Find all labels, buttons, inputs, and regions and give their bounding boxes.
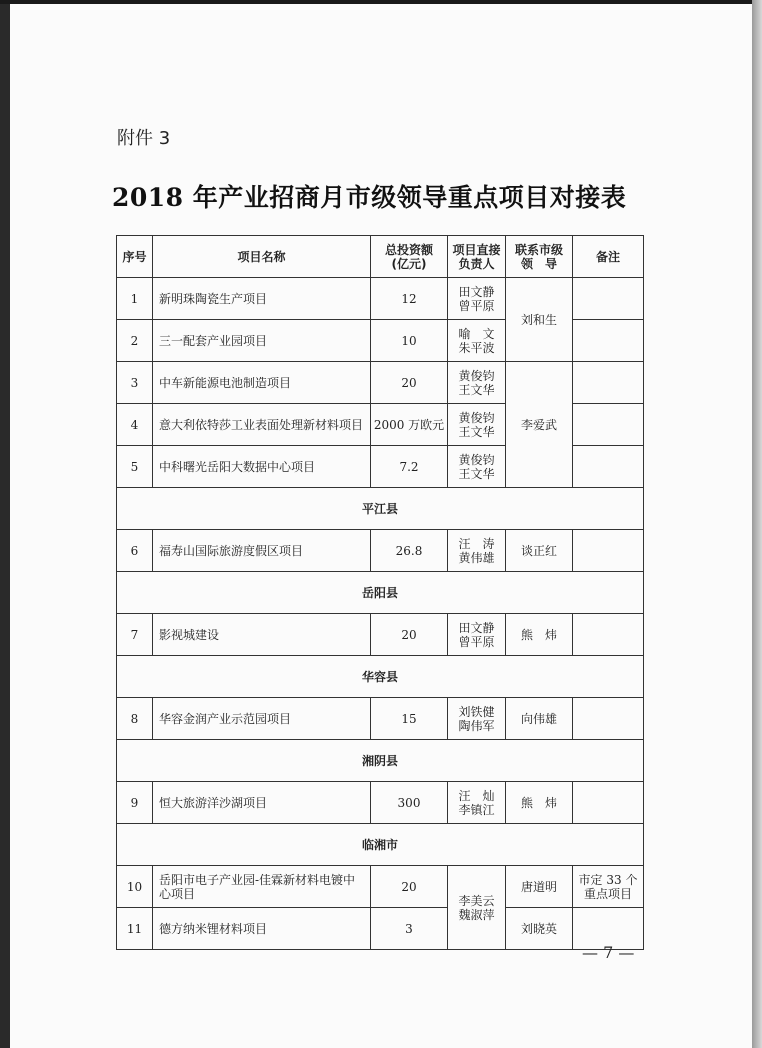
row-investment: 20 bbox=[371, 614, 448, 656]
row-notes bbox=[573, 362, 644, 404]
row-project-name: 三一配套产业园项目 bbox=[153, 320, 371, 362]
row-city-leader: 刘晓英 bbox=[506, 908, 573, 950]
row-seq: 3 bbox=[117, 362, 153, 404]
row-investment: 10 bbox=[371, 320, 448, 362]
table-header-row bbox=[117, 236, 644, 278]
region-heading: 华容县 bbox=[117, 656, 644, 698]
table-row bbox=[117, 530, 644, 572]
row-project-name: 恒大旅游洋沙湖项目 bbox=[153, 782, 371, 824]
row-direct-owner: 刘铁健 陶伟军 bbox=[448, 698, 506, 740]
row-city-leader: 刘和生 bbox=[506, 278, 573, 362]
row-project-name: 中车新能源电池制造项目 bbox=[153, 362, 371, 404]
row-seq: 8 bbox=[117, 698, 153, 740]
row-project-name: 岳阳市电子产业园-佳霖新材料电镀中心项目 bbox=[153, 866, 371, 908]
row-project-name: 德方纳米锂材料项目 bbox=[153, 908, 371, 950]
header-seq: 序号 bbox=[117, 236, 153, 278]
table-row bbox=[117, 698, 644, 740]
document-title: 2018 年产业招商月市级领导重点项目对接表 bbox=[112, 183, 627, 212]
row-notes bbox=[573, 320, 644, 362]
row-city-leader: 熊 炜 bbox=[506, 782, 573, 824]
row-project-name: 意大利依特莎工业表面处理新材料项目 bbox=[153, 404, 371, 446]
region-row bbox=[117, 824, 644, 866]
row-investment: 20 bbox=[371, 866, 448, 908]
row-seq: 6 bbox=[117, 530, 153, 572]
row-seq: 2 bbox=[117, 320, 153, 362]
row-investment: 300 bbox=[371, 782, 448, 824]
row-project-name: 华容金润产业示范园项目 bbox=[153, 698, 371, 740]
row-project-name: 福寿山国际旅游度假区项目 bbox=[153, 530, 371, 572]
region-heading: 平江县 bbox=[117, 488, 644, 530]
row-direct-owner: 田文静 曾平原 bbox=[448, 278, 506, 320]
row-notes: 市定 33 个重点项目 bbox=[573, 866, 644, 908]
header-investment: 总投资额 (亿元) bbox=[371, 236, 448, 278]
table-row bbox=[117, 278, 644, 320]
row-notes bbox=[573, 530, 644, 572]
row-investment: 3 bbox=[371, 908, 448, 950]
row-investment: 2000 万欧元 bbox=[371, 404, 448, 446]
row-notes bbox=[573, 404, 644, 446]
row-city-leader: 唐道明 bbox=[506, 866, 573, 908]
row-seq: 1 bbox=[117, 278, 153, 320]
region-row bbox=[117, 488, 644, 530]
region-row bbox=[117, 740, 644, 782]
row-notes bbox=[573, 446, 644, 488]
row-investment: 15 bbox=[371, 698, 448, 740]
row-city-leader: 熊 炜 bbox=[506, 614, 573, 656]
row-seq: 11 bbox=[117, 908, 153, 950]
row-seq: 4 bbox=[117, 404, 153, 446]
header-city-leader: 联系市级 领 导 bbox=[506, 236, 573, 278]
region-row bbox=[117, 572, 644, 614]
header-project-name: 项目名称 bbox=[153, 236, 371, 278]
row-direct-owner: 田文静 曾平原 bbox=[448, 614, 506, 656]
row-investment: 20 bbox=[371, 362, 448, 404]
row-notes bbox=[573, 698, 644, 740]
row-direct-owner: 黄俊钧 王文华 bbox=[448, 404, 506, 446]
project-table bbox=[116, 235, 644, 950]
row-city-leader: 谈正红 bbox=[506, 530, 573, 572]
row-investment: 26.8 bbox=[371, 530, 448, 572]
row-direct-owner: 汪 涛 黄伟雄 bbox=[448, 530, 506, 572]
row-notes bbox=[573, 614, 644, 656]
row-investment: 7.2 bbox=[371, 446, 448, 488]
region-row bbox=[117, 656, 644, 698]
table-row bbox=[117, 866, 644, 908]
row-direct-owner: 喻 文 朱平波 bbox=[448, 320, 506, 362]
region-heading: 湘阴县 bbox=[117, 740, 644, 782]
row-direct-owner: 李美云 魏淑萍 bbox=[448, 866, 506, 950]
row-notes bbox=[573, 782, 644, 824]
row-project-name: 影视城建设 bbox=[153, 614, 371, 656]
row-direct-owner: 汪 灿 李镇江 bbox=[448, 782, 506, 824]
row-seq: 9 bbox=[117, 782, 153, 824]
row-seq: 5 bbox=[117, 446, 153, 488]
row-project-name: 中科曙光岳阳大数据中心项目 bbox=[153, 446, 371, 488]
row-direct-owner: 黄俊钧 王文华 bbox=[448, 362, 506, 404]
row-city-leader: 李爱武 bbox=[506, 362, 573, 488]
page-number: — 7 — bbox=[582, 943, 635, 962]
header-notes: 备注 bbox=[573, 236, 644, 278]
scan-right-edge bbox=[752, 0, 762, 1048]
table-row bbox=[117, 908, 644, 950]
row-city-leader: 向伟雄 bbox=[506, 698, 573, 740]
row-project-name: 新明珠陶瓷生产项目 bbox=[153, 278, 371, 320]
row-notes bbox=[573, 278, 644, 320]
attachment-label: 附件 3 bbox=[117, 128, 171, 149]
row-investment: 12 bbox=[371, 278, 448, 320]
table-row bbox=[117, 362, 644, 404]
region-heading: 岳阳县 bbox=[117, 572, 644, 614]
row-direct-owner: 黄俊钧 王文华 bbox=[448, 446, 506, 488]
row-seq: 10 bbox=[117, 866, 153, 908]
region-heading: 临湘市 bbox=[117, 824, 644, 866]
header-direct-owner: 项目直接 负责人 bbox=[448, 236, 506, 278]
table-row bbox=[117, 782, 644, 824]
table-row bbox=[117, 614, 644, 656]
row-seq: 7 bbox=[117, 614, 153, 656]
